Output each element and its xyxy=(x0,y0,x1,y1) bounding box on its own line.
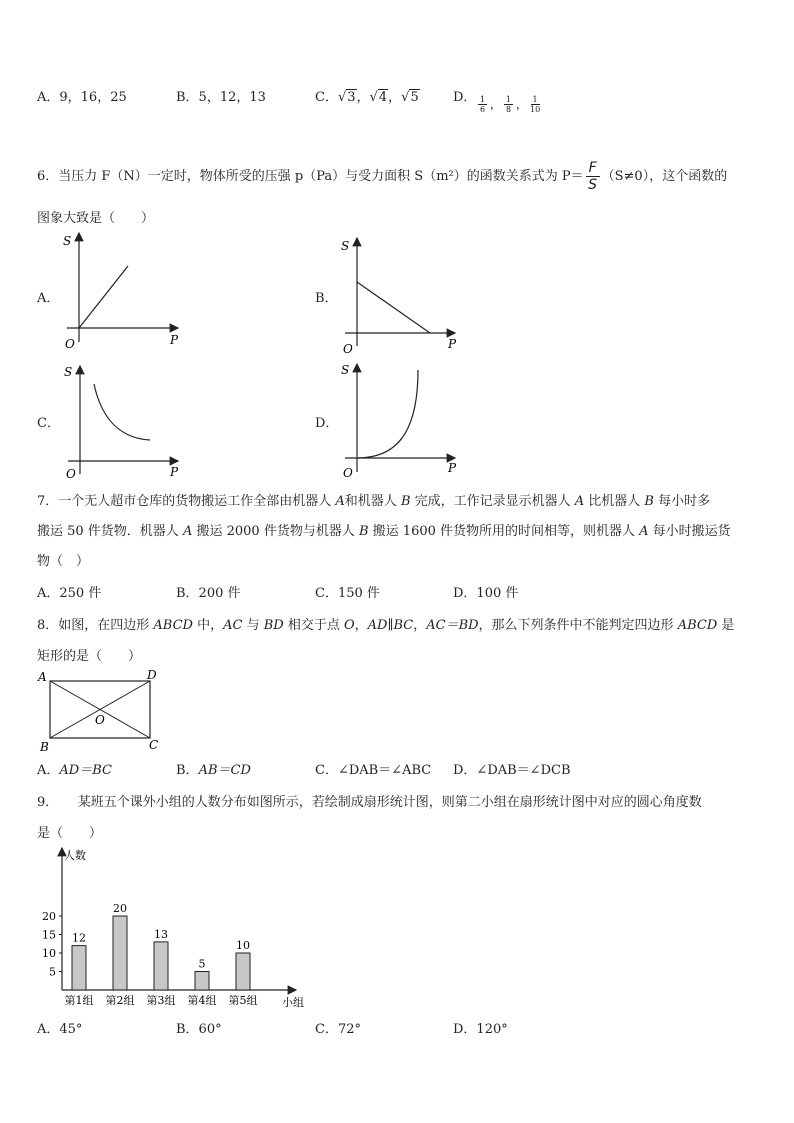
graph-b xyxy=(341,238,457,356)
q6-graphs xyxy=(0,0,794,480)
q6-label-d: D． xyxy=(315,416,339,431)
graph-a xyxy=(63,233,179,351)
bar-3 xyxy=(154,942,168,990)
q7-option-d: D．100 件 xyxy=(453,586,519,601)
category-label: 第4组 xyxy=(187,994,217,1007)
q5-option-a: A．9，16，25 xyxy=(37,90,127,105)
y-axis-label: S xyxy=(64,365,73,379)
q8-rectangle-figure xyxy=(0,665,200,760)
y-tick-label: 5 xyxy=(49,965,56,979)
bar-value-label: 13 xyxy=(154,927,168,941)
sqrt-4: 4 xyxy=(378,90,388,105)
q8-option-a: A．AD＝BC xyxy=(37,763,112,778)
q6-text-pre: 6．当压力 F（N）一定时，物体所受的压强 p（Pa）与受力面积 S（m²）的函数关系式为 P＝ xyxy=(37,169,584,184)
x-axis-label: P xyxy=(170,465,179,479)
q7-stem-line3: 物（ ） xyxy=(37,554,90,569)
y-tick-label: 20 xyxy=(42,910,56,923)
q6-label-b: B． xyxy=(315,291,338,306)
q8-option-c: C．∠DAB＝∠ABC xyxy=(315,763,432,778)
origin-label: O xyxy=(343,342,353,356)
y-axis-label: S xyxy=(341,363,350,377)
graph-c xyxy=(64,365,179,480)
q9-option-c: C．72° xyxy=(315,1022,361,1037)
q9-bar-chart xyxy=(0,840,330,1015)
q7-option-b: B．200 件 xyxy=(176,586,241,601)
category-label: 第1组 xyxy=(64,994,94,1007)
q6-label-c: C． xyxy=(37,416,60,431)
category-label: 第5组 xyxy=(228,994,258,1007)
bar-1 xyxy=(72,946,86,990)
q9-option-b: B．60° xyxy=(176,1022,222,1037)
q9-stem-line2: 是（ ） xyxy=(37,826,103,841)
center-o-label: O xyxy=(95,713,105,727)
x-axis-label: 小组 xyxy=(282,996,304,1009)
bar-value-label: 20 xyxy=(113,902,127,915)
graph-line xyxy=(79,266,128,328)
vertex-c-label: C xyxy=(149,738,159,752)
graph-curve xyxy=(94,384,150,440)
fraction-1-6: $\frac{1}{6}$ xyxy=(479,95,486,114)
q6-label-a: A． xyxy=(37,291,60,306)
y-axis-label: 人数 xyxy=(64,849,86,862)
q7-stem-line2: 搬运 50 件货物．机器人 A 搬运 2000 件货物与机器人 B 搬运 1600 件货物所用的时间相等，则机器人 A 每小时搬运货 xyxy=(37,524,731,539)
q8-stem-line2: 矩形的是（ ） xyxy=(37,649,142,664)
fraction-1-10: $\frac{1}{10}$ xyxy=(530,95,541,114)
separator: ， xyxy=(356,90,370,105)
y-axis-label: S xyxy=(341,239,350,253)
separator: ， xyxy=(388,90,402,105)
x-axis-label: P xyxy=(448,337,457,351)
q6-text-post: （S≠0），这个函数的 xyxy=(601,169,728,184)
bar-2 xyxy=(113,916,127,990)
origin-label: O xyxy=(65,337,75,351)
y-axis-label: S xyxy=(63,234,72,248)
q8-option-d: D．∠DAB＝∠DCB xyxy=(453,763,571,778)
q9-option-a: A．45° xyxy=(37,1022,83,1037)
vertex-a-label: A xyxy=(38,670,47,684)
separator: ， xyxy=(516,98,527,111)
separator: ， xyxy=(490,98,501,111)
q8-stem-line1: 8．如图，在四边形 ABCD 中，AC 与 BD 相交于点 O，AD∥BC，AC＝BD，那么下列条件中不能判定四边形 ABCD 是 xyxy=(37,618,735,633)
bar-4 xyxy=(195,972,209,991)
q7-option-c: C．150 件 xyxy=(315,586,380,601)
sqrt-3: 3 xyxy=(347,90,356,105)
q7-stem-line1: 7．一个无人超市仓库的货物搬运工作全部由机器人 A和机器人 B 完成，工作记录显示机器人 A 比机器人 B 每小时多 xyxy=(37,494,711,509)
q5-option-c: C．√3，√4，√5 xyxy=(315,90,419,105)
q5-option-c-label: C． xyxy=(315,90,338,105)
origin-label: O xyxy=(66,467,76,480)
q7-option-a: A．250 件 xyxy=(37,586,102,601)
bar-value-label: 10 xyxy=(236,939,250,952)
sqrt-5: 5 xyxy=(410,90,419,105)
bar-value-label: 5 xyxy=(198,957,206,971)
origin-label: O xyxy=(343,466,353,480)
graph-d xyxy=(341,363,457,480)
y-tick-label: 15 xyxy=(42,928,56,942)
x-axis-label: P xyxy=(170,333,179,347)
category-label: 第3组 xyxy=(146,994,176,1007)
q9-stem-line1: 9． 某班五个课外小组的人数分布如图所示，若绘制成扇形统计图，则第二小组在扇形统计图中对应的圆心角度数 xyxy=(37,795,702,810)
bar-5 xyxy=(236,953,250,990)
q5-option-d-label: D． xyxy=(453,90,477,105)
vertex-d-label: D xyxy=(147,668,157,682)
category-label: 第2组 xyxy=(105,994,135,1007)
bar-value-label: 12 xyxy=(72,931,86,945)
vertex-b-label: B xyxy=(40,740,49,754)
graph-curve xyxy=(357,370,418,458)
y-tick-label: 10 xyxy=(42,947,56,960)
q8-option-b: B．AB＝CD xyxy=(176,763,251,778)
graph-line xyxy=(357,282,430,333)
fraction-1-8: $\frac{1}{8}$ xyxy=(505,95,512,114)
q5-option-b: B．5，12，13 xyxy=(176,90,266,105)
x-axis-label: P xyxy=(448,461,457,475)
q6-stem-line2: 图象大致是（ ） xyxy=(37,211,155,226)
fraction-f-over-s: $\frac{F}{S}$ xyxy=(586,160,600,193)
q9-option-d: D．120° xyxy=(453,1022,508,1037)
